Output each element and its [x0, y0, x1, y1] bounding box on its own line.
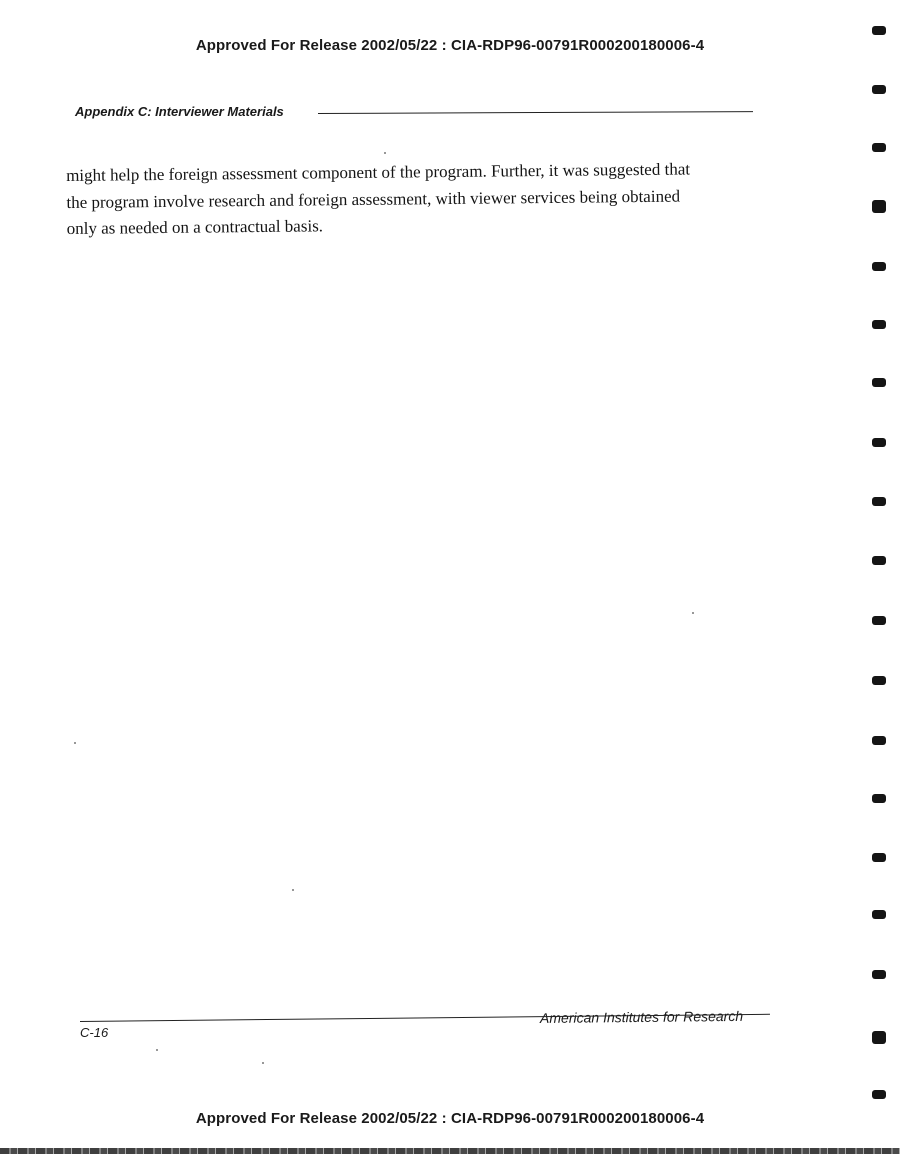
- punch-hole-mark: [872, 85, 886, 94]
- body-line: the program involve research and foreign assessment, with viewer services being obtained: [66, 186, 681, 212]
- punch-hole-mark: [872, 1031, 886, 1044]
- punch-hole-mark: [872, 736, 886, 745]
- punch-hole-mark: [872, 378, 886, 387]
- punch-hole-mark: [872, 1090, 886, 1099]
- punch-hole-mark: [872, 853, 886, 862]
- scan-speck: [384, 152, 386, 154]
- release-stamp-top: Approved For Release 2002/05/22 : CIA-RDP96-00791R000200180006-4: [195, 37, 705, 54]
- body-line: only as needed on a contractual basis.: [66, 216, 324, 238]
- section-header: Appendix C: Interviewer Materials: [75, 104, 284, 119]
- scan-edge-noise: [0, 1148, 900, 1154]
- punch-hole-mark: [872, 143, 886, 152]
- punch-hole-mark: [872, 970, 886, 979]
- punch-hole-mark: [872, 320, 886, 329]
- scan-speck: [156, 1049, 158, 1051]
- punch-hole-mark: [872, 26, 886, 35]
- punch-hole-mark: [872, 262, 886, 271]
- release-stamp-bottom: Approved For Release 2002/05/22 : CIA-RDP96-00791R000200180006-4: [195, 1110, 705, 1127]
- page-number: C-16: [80, 1025, 109, 1040]
- scan-speck: [292, 889, 294, 891]
- punch-hole-mark: [872, 438, 886, 447]
- header-rule: [318, 111, 753, 114]
- punch-hole-mark: [872, 616, 886, 625]
- punch-hole-mark: [872, 910, 886, 919]
- scan-speck: [692, 612, 694, 614]
- body-line: might help the foreign assessment component of the program. Further, it was suggested that: [66, 159, 691, 185]
- punch-hole-mark: [872, 794, 886, 803]
- binder-punch-strip: [868, 0, 890, 1165]
- punch-hole-mark: [872, 200, 886, 213]
- punch-hole-mark: [872, 556, 886, 565]
- footer-organization: American Institutes for Research: [539, 1007, 744, 1026]
- body-text: [66, 156, 767, 243]
- punch-hole-mark: [872, 676, 886, 685]
- scan-speck: [262, 1062, 264, 1064]
- punch-hole-mark: [872, 497, 886, 506]
- scan-speck: [74, 742, 76, 744]
